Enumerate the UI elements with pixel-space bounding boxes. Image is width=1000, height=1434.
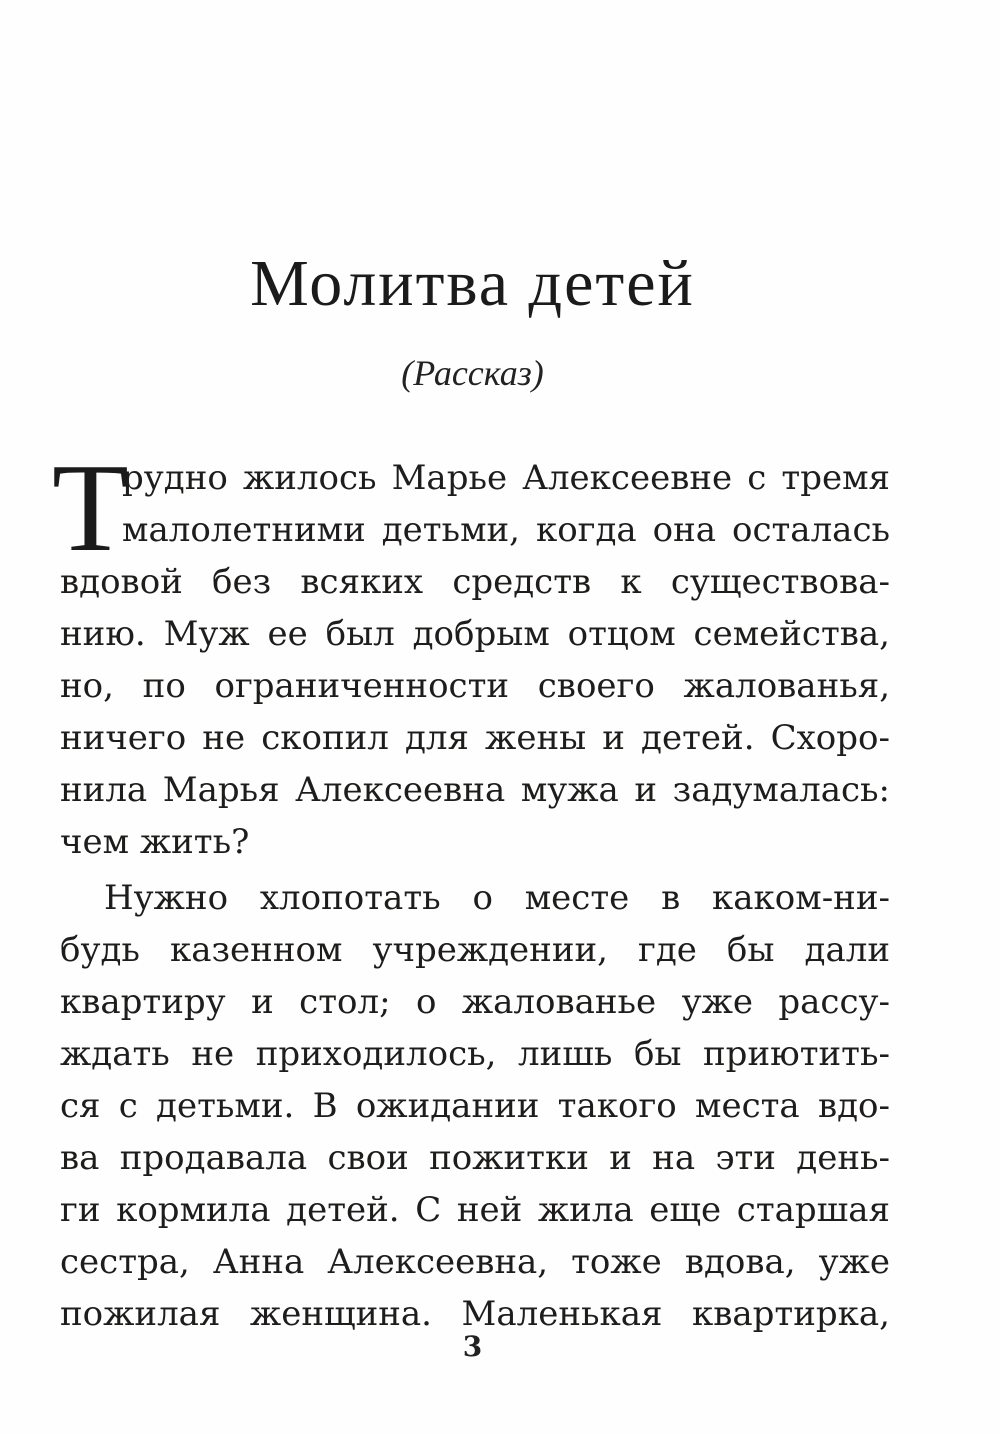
drop-cap: Т [52,439,129,578]
text-line: будь казенном учреждении, где бы дали [60,930,890,970]
text-line: сестра, Анна Алексеевна, тоже вдова, уже [60,1242,890,1282]
text-line: ничего не скопил для жены и детей. Схоро- [60,718,890,758]
paragraph-1 [52,439,890,868]
text-line: ся с детьми. В ожидании такого места вдо- [60,1086,890,1126]
text-line: Нужно хлопотать о месте в каком-ни- [104,878,890,918]
text-line: ждать не приходилось, лишь бы приютить- [60,1034,890,1074]
text-line: малолетними детьми, когда она осталась [122,510,890,550]
text-line: нию. Муж ее был добрым отцом семейства, [60,614,890,654]
text-line: квартиру и стол; о жалованье уже рассу- [60,982,890,1022]
body-text [52,439,890,1340]
text-line: ги кормила детей. С ней жила еще старшая [60,1190,890,1230]
text-line: пожилая женщина. Маленькая квартирка, [60,1294,890,1334]
text-line: вдовой без всяких средств к существова- [60,562,890,602]
chapter-subtitle: (Рассказ) [401,353,544,393]
text-line: нила Марья Алексеевна мужа и задумалась: [60,770,890,810]
chapter-title: Молитва детей [250,247,695,320]
text-line: но, по ограниченности своего жалованья, [60,666,890,706]
page-number: 3 [462,1330,483,1363]
text-line: ва продавала свои пожитки и на эти день- [60,1138,890,1178]
paragraph-2 [60,872,890,1340]
text-line: чем жить? [60,822,250,862]
text-line: рудно жилось Марье Алексеевне с тремя [122,458,890,498]
